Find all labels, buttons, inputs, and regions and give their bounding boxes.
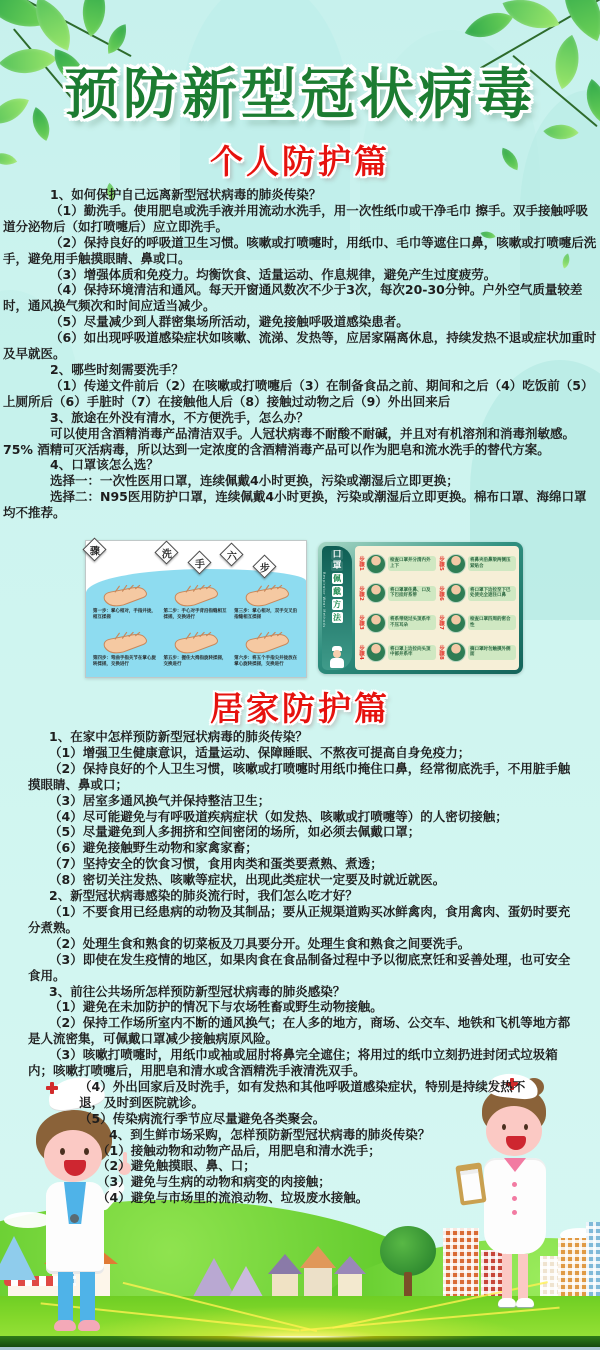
nurse-leg bbox=[502, 1254, 512, 1300]
dress-button bbox=[512, 1210, 517, 1215]
paragraph: （2）保持良好的呼吸道卫生习惯。咳嗽或打喷嚏时，用纸巾、毛巾等遮住口鼻，咳嗽或打喷嚏后洗手，避免用手触摸眼睛、鼻或口。 bbox=[3, 234, 597, 266]
small-house-roof bbox=[334, 1256, 366, 1274]
stethoscope-icon bbox=[70, 1214, 79, 1223]
doctor-leg bbox=[58, 1272, 73, 1324]
paragraph: （1）不要食用已经患病的动物及其制品；要从正规渠道购买冰鲜禽肉，食用禽肉、蛋奶时要充分煮熟。 bbox=[28, 903, 571, 935]
mask-step-label: 步骤3 bbox=[358, 615, 364, 631]
mask-step bbox=[358, 639, 436, 667]
mask-step-caption: 将口罩罩住鼻、口及下巴挂好系带 bbox=[388, 586, 436, 601]
paragraph: （1）勤洗手。使用肥皂或洗手液并用流动水洗手，用一次性纸巾或干净毛巾 擦手。双手接触呼吸道分泌物后（如打喷嚏后）应立即洗手。 bbox=[3, 202, 589, 234]
handwash-step-caption: 第三步：掌心相对，双手交叉沿指缝相互揉搓 bbox=[234, 609, 298, 620]
mask-title-char: 罩 bbox=[332, 561, 342, 571]
paragraph: （3）即使在发生疫情的地区，如果肉食在食品制备过程中予以彻底烹饪和妥善处理，也可安全食用。 bbox=[28, 951, 571, 983]
mask-step bbox=[358, 609, 436, 637]
mask-step bbox=[358, 580, 436, 608]
nurse-shoe bbox=[516, 1298, 534, 1307]
section-badge-personal: 个人防护篇 bbox=[210, 142, 390, 181]
paragraph: （1）传递文件前后（2）在咳嗽或打喷嚏后（3）在制备食品之前、期间和之后（4）吃饭前（5）上厕所后（6）手脏时（7）在接触他人后（8）接触过动物之后（9）外出回来后 bbox=[3, 377, 594, 409]
paragraph: 2、新型冠状病毒感染的肺炎流行时，我们怎么吃才好？ bbox=[49, 888, 358, 904]
paragraph: （6）避免接触野生动物和家禽家畜； bbox=[49, 840, 258, 856]
dark-green-strip bbox=[0, 1336, 600, 1347]
paragraph: 1、如何保护自己远离新型冠状病毒的肺炎传染？ bbox=[50, 187, 322, 202]
mask-step-caption: 摘口罩时勿触摸外侧面 bbox=[468, 645, 516, 660]
mask-step-caption: 检查口罩并分清内外上下 bbox=[388, 556, 436, 571]
mask-step-photo bbox=[366, 554, 386, 574]
mask-step-caption: 将口罩上边拉向头顶中部并系牢 bbox=[388, 645, 436, 660]
mask-step-label: 步骤6 bbox=[438, 585, 444, 601]
paragraph: （2）处理生食和熟食的切菜板及刀具要分开。处理生食和熟食之间要洗手。 bbox=[49, 935, 471, 951]
paragraph: 3、旅途在外没有清水，不方便洗手，怎么办？ bbox=[50, 409, 309, 425]
mask-wearing-panel bbox=[318, 542, 523, 674]
handwash-steps-panel bbox=[85, 540, 307, 678]
mask-step-photo bbox=[446, 613, 466, 633]
mask-step-caption: 将系带绕过头顶系牢不压耳朵 bbox=[388, 615, 436, 630]
paragraph: （2）保持工作场所室内不断的通风换气；在人多的地方，商场、公交车、地铁和飞机等地方都是人流密集，可佩戴口罩减少接触病原风险。 bbox=[28, 1015, 571, 1047]
paragraph: （4）尽可能避免与有呼吸道疾病症状（如发热、咳嗽或打喷嚏等）的人密切接触； bbox=[49, 808, 508, 824]
paragraph: （5）传染病流行季节应尽量避免各类聚会。 bbox=[79, 1110, 326, 1126]
handwash-title-diamonds bbox=[86, 541, 306, 574]
tree bbox=[380, 1226, 436, 1276]
mask-step bbox=[438, 609, 516, 637]
paragraph: 4、到生鲜市场采购，怎样预防新型冠状病毒的肺炎传染？ bbox=[109, 1126, 431, 1142]
title-diamond: 洗 bbox=[154, 540, 178, 564]
personal-protection-text bbox=[3, 187, 597, 521]
paragraph: （2）保持良好的个人卫生习惯，咳嗽或打喷嚏时用纸巾掩住口鼻，经常彻底洗手，不用脏手触摸眼睛、鼻或口； bbox=[28, 760, 571, 792]
mask-title-box: 佩 bbox=[333, 574, 341, 583]
mask-panel-sidebar bbox=[322, 546, 352, 670]
mask-step-label: 步骤7 bbox=[438, 615, 444, 631]
mask-step-label: 步骤8 bbox=[438, 644, 444, 660]
handwash-step bbox=[161, 628, 232, 675]
paragraph: 1、在家中怎样预防新型冠状病毒的肺炎传染？ bbox=[49, 729, 308, 744]
small-house-roof bbox=[300, 1246, 336, 1268]
mask-step-photo bbox=[366, 613, 386, 633]
poster-title: 预防新型冠状病毒 bbox=[63, 62, 536, 126]
paragraph: （6）如出现呼吸道感染症状如咳嗽、流涕、发热等，应居家隔离休息，持续发热不退或症状加重时及早就医。 bbox=[3, 330, 597, 362]
hands-icon bbox=[169, 583, 223, 609]
paragraph: （4）避免与市场里的流浪动物、垃圾废水接触。 bbox=[97, 1190, 369, 1206]
handwash-step bbox=[161, 581, 232, 628]
mask-step bbox=[438, 639, 516, 667]
mask-steps-grid bbox=[355, 546, 519, 670]
mask-step-label: 步骤4 bbox=[358, 644, 364, 660]
paragraph: （5）尽量避免到人多拥挤和空间密闭的场所，如必须去佩戴口罩； bbox=[49, 824, 421, 840]
hands-icon bbox=[98, 583, 152, 609]
paragraph: （8）密切关注发热、咳嗽等症状，出现此类症状一定要及时就近就医。 bbox=[49, 872, 446, 888]
mask-step-label: 步骤1 bbox=[358, 556, 364, 572]
title-diamond: 手 bbox=[187, 550, 211, 574]
mask-step-label: 步骤5 bbox=[438, 556, 444, 572]
paragraph: 选择二：N95医用防护口罩，连续佩戴4小时更换，污染或潮湿后立即更换。棉布口罩、海绵口罩均不推荐。 bbox=[3, 489, 587, 521]
title-diamond: 六 bbox=[219, 542, 243, 566]
nurse-leg bbox=[518, 1254, 528, 1300]
handwash-steps-grid bbox=[90, 581, 302, 675]
nurse-shoe bbox=[498, 1298, 516, 1307]
doctor-leg bbox=[80, 1272, 95, 1324]
handwash-step-caption: 第一步：掌心相对，手指并拢，相互揉搓 bbox=[92, 609, 156, 620]
mask-step-photo bbox=[446, 554, 466, 574]
doctor-shoe bbox=[54, 1320, 76, 1331]
doctor-mascot-icon bbox=[329, 646, 345, 668]
paragraph: 4、口罩该怎么选？ bbox=[50, 457, 159, 473]
title-diamond: 骤 bbox=[82, 537, 106, 561]
mask-step-label: 步骤2 bbox=[358, 585, 364, 601]
handwash-step bbox=[90, 581, 161, 628]
paragraph: （3）避免与生病的动物和病变的肉接触； bbox=[97, 1174, 331, 1190]
mask-step bbox=[438, 580, 516, 608]
paragraph: （4）外出回家后及时洗手，如有发热和其他呼吸道感染症状，特别是持续发热不退，及时到医院就诊。 bbox=[79, 1078, 526, 1110]
handwash-step bbox=[231, 628, 302, 675]
title-diamond: 步 bbox=[252, 554, 276, 578]
mask-title-box: 方 bbox=[333, 600, 341, 609]
handwash-step-caption: 第六步：将五个手指尖并拢放在掌心旋转揉搓，交换进行 bbox=[234, 656, 298, 667]
paragraph: （4）保持环境清洁和通风。每天开窗通风数次不少于3次，每次20-30分钟。户外空气质量较差时，通风换气频次和时间应适当减少。 bbox=[3, 282, 583, 314]
mask-title-char: 口 bbox=[332, 550, 342, 560]
hands-icon bbox=[98, 630, 152, 656]
home-protection-text bbox=[28, 729, 580, 1206]
paragraph: 2、哪些时刻需要洗手？ bbox=[50, 361, 184, 377]
paragraph: 可以使用含酒精消毒产品清洁双手。人冠状病毒不耐酸不耐碱，并且对有机溶剂和消毒剂敏感。75% 酒精可灭活病毒，所以达到一定浓度的含酒精消毒产品可以作为肥皂和流水洗手的替代方案。 bbox=[3, 425, 576, 457]
handwash-step-caption: 第二步：手心对手背沿指缝相互揉搓，交换进行 bbox=[163, 609, 227, 620]
handwash-step bbox=[231, 581, 302, 628]
mask-step bbox=[438, 550, 516, 578]
hands-icon bbox=[169, 630, 223, 656]
mask-step-photo bbox=[366, 642, 386, 662]
mask-step-photo bbox=[446, 583, 466, 603]
paragraph: （3）咳嗽打喷嚏时，用纸巾或袖或屈肘将鼻完全遮住；将用过的纸巾立刻扔进封闭式垃圾箱内；咳嗽打喷嚏后，用肥皂和清水或含酒精洗手液清洗双手。 bbox=[28, 1047, 558, 1079]
mask-step-caption: 将鼻夹沿鼻梁两侧压紧贴合 bbox=[468, 556, 516, 571]
paragraph: 3、前往公共场所怎样预防新型冠状病毒的肺炎感染？ bbox=[49, 983, 346, 999]
paragraph: （3）增强体质和免疫力。均衡饮食、适量运动、作息规律，避免产生过度疲劳。 bbox=[50, 266, 497, 282]
mask-title-box: 戴 bbox=[333, 587, 341, 596]
mask-step bbox=[358, 550, 436, 578]
paragraph: 选择一：一次性医用口罩，连续佩戴4小时更换，污染或潮湿后立即更换； bbox=[50, 473, 459, 489]
paragraph: （1）避免在未加防护的情况下与农场牲畜或野生动物接触。 bbox=[49, 999, 383, 1015]
doctor-shoe bbox=[78, 1320, 100, 1331]
mask-step-photo bbox=[446, 642, 466, 662]
handwash-step-caption: 第五步：握住大拇指旋转揉搓，交换进行 bbox=[163, 656, 227, 667]
paragraph: （7）坚持安全的饮食习惯，食用肉类和蛋类要煮熟、煮透； bbox=[49, 856, 383, 872]
small-house-roof bbox=[268, 1254, 302, 1274]
paragraph: （3）居室多通风换气并保持整洁卫生； bbox=[49, 792, 271, 808]
mask-step-caption: 检查口罩四周的密合性 bbox=[468, 615, 516, 630]
hands-icon bbox=[240, 630, 294, 656]
paragraph: （2）避免触摸眼、鼻、口； bbox=[97, 1158, 256, 1174]
mask-step-photo bbox=[366, 583, 386, 603]
hands-icon bbox=[240, 583, 294, 609]
mask-title-english: Respirator Wear Methods bbox=[322, 572, 326, 628]
paragraph: （1）增强卫生健康意识，适量运动、保障睡眠、不熬夜可提高自身免疫力； bbox=[49, 744, 471, 760]
handwash-step bbox=[90, 628, 161, 675]
mask-step-caption: 将口罩下边拉至下巴处使完全遮住口鼻 bbox=[468, 586, 516, 601]
handwash-step-caption: 第四步：弯曲手指关节在掌心旋转揉搓，交换进行 bbox=[92, 656, 156, 667]
mask-title-box: 法 bbox=[333, 613, 341, 622]
section-badge-home: 居家防护篇 bbox=[210, 689, 390, 728]
paragraph: （5）尽量减少到人群密集场所活动，避免接触呼吸道感染患者。 bbox=[50, 314, 409, 330]
paragraph: （1）接触动物和动物产品后，用肥皂和清水洗手； bbox=[97, 1142, 381, 1158]
